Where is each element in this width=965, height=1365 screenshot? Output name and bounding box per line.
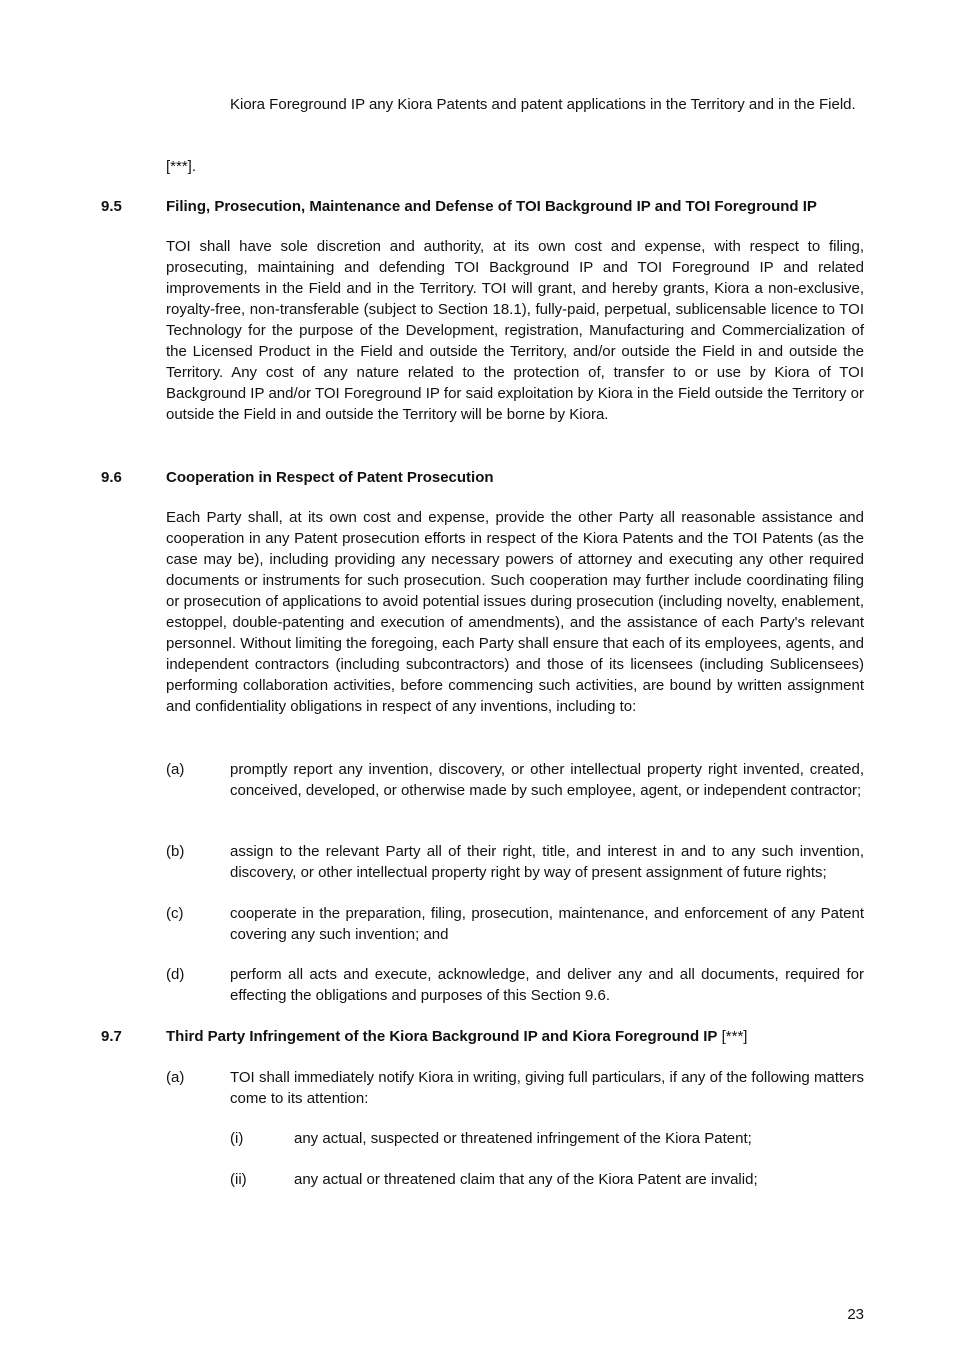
list-item-text: perform all acts and execute, acknowledge, and deliver any and all documents, required for effecting the obligations and purposes of this Section 9.6.: [230, 966, 864, 1004]
sublist-item-label: (ii): [230, 1171, 247, 1188]
page-number: 23: [847, 1306, 864, 1323]
sublist-item-text: any actual or threatened claim that any of the Kiora Patent are invalid;: [294, 1171, 758, 1188]
section-title-text: Third Party Infringement of the Kiora Background IP and Kiora Foreground IP: [166, 1028, 718, 1045]
section-number-9-6: 9.6: [101, 469, 122, 486]
list-item-text: cooperate in the preparation, filing, prosecution, maintenance, and enforcement of any Patent covering any such invention; and: [230, 905, 864, 943]
sublist-item-label: (i): [230, 1130, 244, 1147]
list-item-label: (c): [166, 905, 184, 922]
section-number-9-5: 9.5: [101, 198, 122, 215]
list-item-label: (b): [166, 843, 185, 860]
list-item-text: TOI shall immediately notify Kiora in writing, giving full particulars, if any of the following matters come to its attention:: [230, 1069, 864, 1107]
list-item-label: (a): [166, 761, 185, 778]
list-item-label: (a): [166, 1069, 185, 1086]
section-body-9-6: Each Party shall, at its own cost and expense, provide the other Party all reasonable assistance and cooperation in any Patent prosecution efforts in respect of the Kiora Patents and the TOI Patents (as the case may be), including providing any necessary powers of attorney and executing any other required documents or instruments for such prosecution. Such cooperation may further include coordinating filing or prosecution of applications to avoid potential issues during prosecution (including novelty, enablement, estoppel, double-patenting and execution of amendments), and the assistance of each Party's relevant personnel. Without limiting the foregoing, each Party shall ensure that each of its employees, agents, and independent contractors (including subcontractors) and those of its licensees (including Sublicensees) performing collaboration activities, before commencing such activities, are bound by written assignment and confidentiality obligations in respect of any inventions, including to:: [166, 509, 864, 715]
section-number-9-7: 9.7: [101, 1028, 122, 1045]
list-item-label: (d): [166, 966, 185, 983]
list-item-text: promptly report any invention, discovery, or other intellectual property right invented, created, conceived, developed, or otherwise made by such employee, agent, or independent contractor;: [230, 761, 864, 799]
section-body-9-5: TOI shall have sole discretion and authority, at its own cost and expense, with respect to filing, prosecuting, maintaining and defending TOI Background IP and TOI Foreground IP and related improvements in the Field and in the Territory. TOI will grant, and hereby grants, Kiora a non-exclusive, royalty-free, non-transferable (subject to Section 18.1), fully-paid, perpetual, sublicensable licence to TOI Technology for the purpose of the Development, registration, Manufacturing and Commercialization of the Licensed Product in the Field and outside the Territory, and/or outside the Field in and outside the Territory. Any cost of any nature related to the protection of, transfer to or use by Kiora of TOI Background IP and/or TOI Foreground IP for said exploitation by Kiora in the Field outside the Territory or outside the Field in and outside the Territory will be borne by Kiora.: [166, 238, 864, 423]
intro-redaction: [***].: [166, 158, 197, 175]
sublist-item-text: any actual, suspected or threatened infringement of the Kiora Patent;: [294, 1130, 752, 1147]
list-item-text: assign to the relevant Party all of their right, title, and interest in and to any such invention, discovery, or other intellectual property right by way of present assignment of future rights;: [230, 843, 864, 881]
section-title-9-5: Filing, Prosecution, Maintenance and Defense of TOI Background IP and TOI Foreground IP: [166, 198, 817, 215]
section-title-9-6: Cooperation in Respect of Patent Prosecution: [166, 469, 494, 486]
intro-continuation: Kiora Foreground IP any Kiora Patents and patent applications in the Territory and in the Field.: [230, 96, 856, 113]
section-title-9-7: [166, 1026, 747, 1047]
section-redaction: [***]: [717, 1028, 748, 1045]
